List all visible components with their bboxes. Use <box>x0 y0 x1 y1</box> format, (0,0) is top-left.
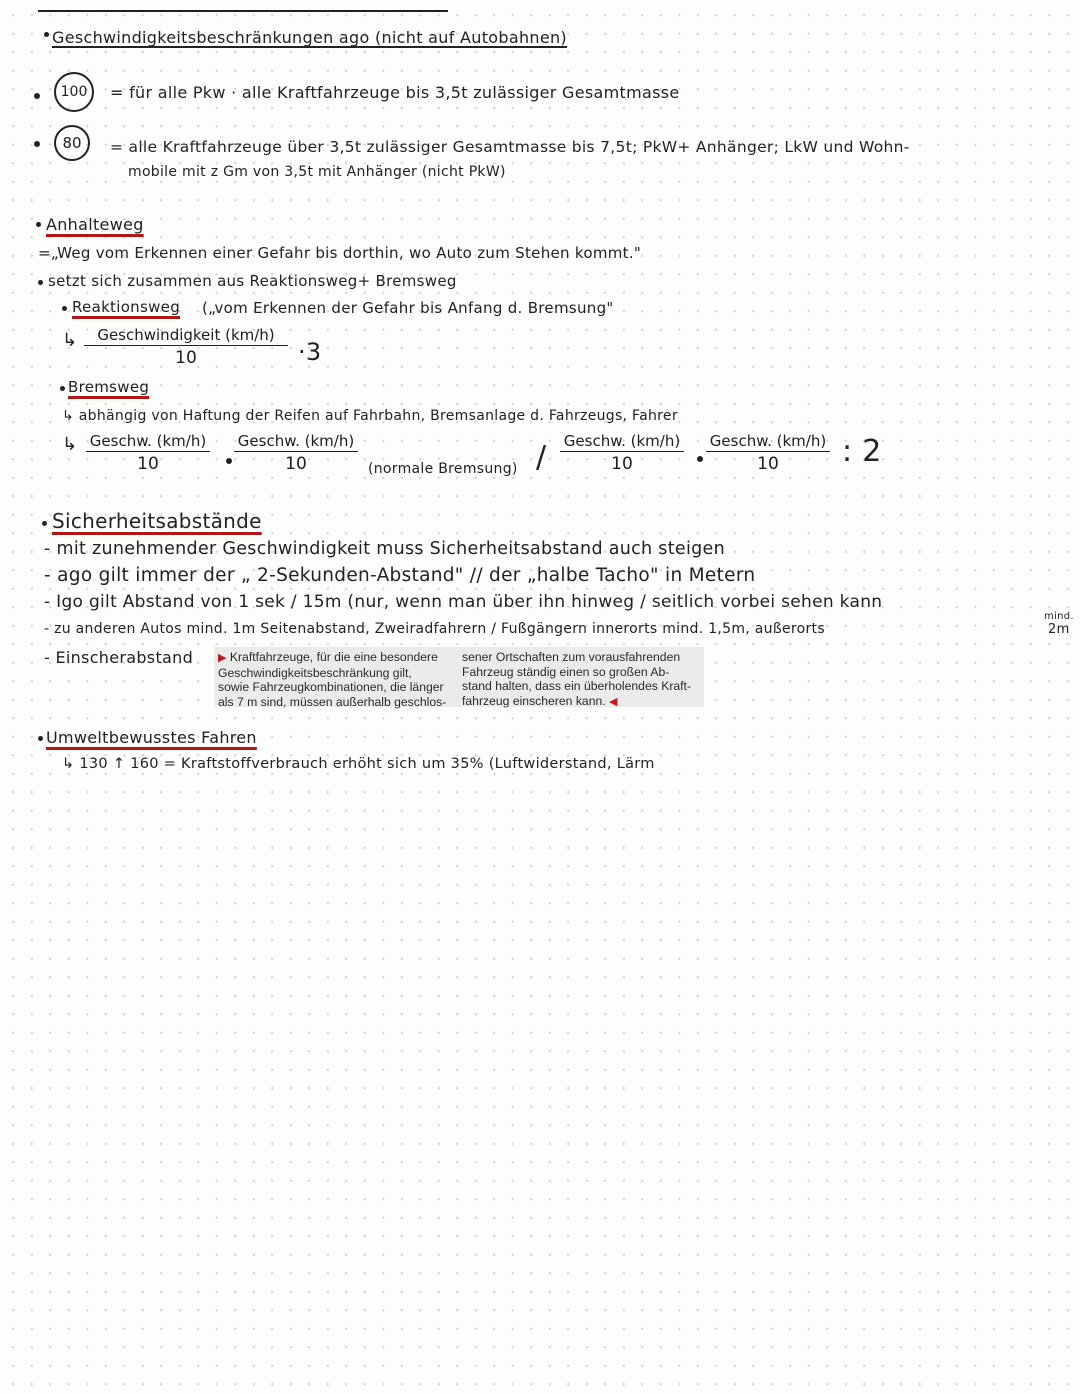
anhalteweg-definition: =„Weg vom Erkennen einer Gefahr bis dorthin, wo Auto zum Stehen kommt." <box>38 244 642 262</box>
clipping-column-2 <box>462 650 691 709</box>
anhalteweg-bullet <box>36 222 41 227</box>
line-100: = für alle Pkw · alle Kraftfahrzeuge bis 3,5t zulässiger Gesamtmasse <box>110 83 680 102</box>
reaktion-multiplier: ·3 <box>298 338 322 366</box>
reaktion-bullet <box>62 306 67 311</box>
brems-fraction-3-numerator: Geschw. (km/h) <box>560 432 684 452</box>
speed-sign-100: 100 <box>54 72 94 112</box>
brems-dot-2 <box>697 456 703 462</box>
brems-fraction-3-denominator: 10 <box>611 454 633 474</box>
top-rule <box>38 10 448 12</box>
umwelt-title: Umweltbewusstes Fahren <box>46 728 257 747</box>
line-80b: mobile mit z Gm von 3,5t mit Anhänger (nicht PkW) <box>128 164 506 180</box>
brems-fraction-4-numerator: Geschw. (km/h) <box>706 432 830 452</box>
clipping-col1-line-4: als 7 m sind, müssen außerhalb geschlos- <box>218 694 447 709</box>
clipping-col2-line-2: Fahrzeug ständig einen so großen Ab- <box>462 664 670 679</box>
sicherheit-bullet <box>42 521 47 526</box>
clipping-col1-line-1 <box>218 650 446 666</box>
brems-arrow-icon: ↳ <box>62 434 78 455</box>
brems-normal-label: (normale Bremsung) <box>368 461 518 477</box>
sicherheit-title: Sicherheitsabstände <box>52 509 262 533</box>
composed-bullet <box>38 280 43 285</box>
bullet-80 <box>34 141 40 147</box>
reaktion-denominator: 10 <box>175 348 197 368</box>
umwelt-bullet <box>38 736 43 741</box>
clipping-col1-line-3: sowie Fahrzeugkombinationen, die länger <box>218 680 444 694</box>
brems-fraction-2-numerator: Geschw. (km/h) <box>234 432 358 452</box>
brems-fraction-2 <box>234 432 358 474</box>
brems-fraction-2-denominator: 10 <box>285 454 307 474</box>
umwelt-line: ↳ 130 ↑ 160 = Kraftstoffverbrauch erhöht sich um 35% (Luftwiderstand, Lärm <box>62 756 655 772</box>
sicherheit-line-4-mind: mind. <box>1044 611 1074 622</box>
sicherheit-line-5: - Einscherabstand <box>44 648 194 667</box>
bremsweg-title: Bremsweg <box>68 378 150 396</box>
sicherheit-line-1: - mit zunehmender Geschwindigkeit muss Sicherheitsabstand auch steigen <box>44 539 725 559</box>
reaktion-arrow-icon: ↳ <box>62 330 78 351</box>
clipping-col2-line-3: stand halten, dass ein überholendes Kraft- <box>462 679 692 693</box>
clipping-col2-line-1: sener Ortschaften zum vorausfahrenden <box>462 650 681 664</box>
reaktion-formula-fraction <box>84 326 288 368</box>
bullet-100 <box>34 93 40 99</box>
brems-fraction-4 <box>706 432 830 474</box>
bremsweg-dependency: ↳ abhängig von Haftung der Reifen auf Fahrbahn, Bremsanlage d. Fahrzeugs, Fahrer <box>62 408 678 424</box>
brems-bullet <box>60 386 65 391</box>
brems-fraction-4-denominator: 10 <box>757 454 779 474</box>
sicherheit-line-4-2m: 2m <box>1048 622 1070 637</box>
red-triangle-icon: ▶ <box>218 652 227 664</box>
brems-fraction-1-numerator: Geschw. (km/h) <box>86 432 210 452</box>
brems-slash: / <box>536 440 547 475</box>
line-80a: = alle Kraftfahrzeuge über 3,5t zulässiger Gesamtmasse bis 7,5t; PkW+ Anhänger; LkW und Wohn- <box>110 138 910 156</box>
clipping-col2-line-4 <box>462 694 691 710</box>
reaktionsweg-title: Reaktionsweg <box>72 298 181 316</box>
sicherheit-line-4: - zu anderen Autos mind. 1m Seitenabstand, Zweiradfahrern / Fußgängern innerorts mind. 1,5m, außerorts <box>44 621 825 637</box>
brems-fraction-1 <box>86 432 210 474</box>
sicherheit-line-2: - ago gilt immer der „ 2-Sekunden-Abstand" // der „halbe Tacho" in Metern <box>44 565 756 586</box>
brems-fraction-1-denominator: 10 <box>137 454 159 474</box>
speed-sign-80: 80 <box>54 125 90 161</box>
textbook-clipping <box>214 647 704 707</box>
brems-divisor: : 2 <box>842 434 882 469</box>
brems-fraction-3 <box>560 432 684 474</box>
speed-title: Geschwindigkeitsbeschränkungen ago (nicht auf Autobahnen) <box>52 28 567 47</box>
reaktion-numerator: Geschwindigkeit (km/h) <box>84 326 288 346</box>
red-triangle-end-icon: ◀ <box>609 695 618 708</box>
speed-bullet <box>44 32 49 37</box>
brems-dot-1 <box>226 458 232 464</box>
sicherheit-line-3: - Igo gilt Abstand von 1 sek / 15m (nur, wenn man über ihn hinweg / seitlich vorbei sehen kann <box>44 592 883 612</box>
clipping-column-1 <box>218 650 446 709</box>
clipping-col2-text-4: fahrzeug einscheren kann. <box>462 693 606 708</box>
anhalteweg-composition: setzt sich zusammen aus Reaktionsweg+ Bremsweg <box>48 272 457 290</box>
reaktionsweg-definition: („vom Erkennen der Gefahr bis Anfang d. Bremsung" <box>202 299 614 317</box>
clipping-col1-line-2: Geschwindigkeitsbeschränkung gilt, <box>218 665 412 680</box>
anhalteweg-title: Anhalteweg <box>46 215 144 234</box>
clipping-col1-text-1: Kraftfahrzeuge, für die eine besondere <box>229 650 438 664</box>
